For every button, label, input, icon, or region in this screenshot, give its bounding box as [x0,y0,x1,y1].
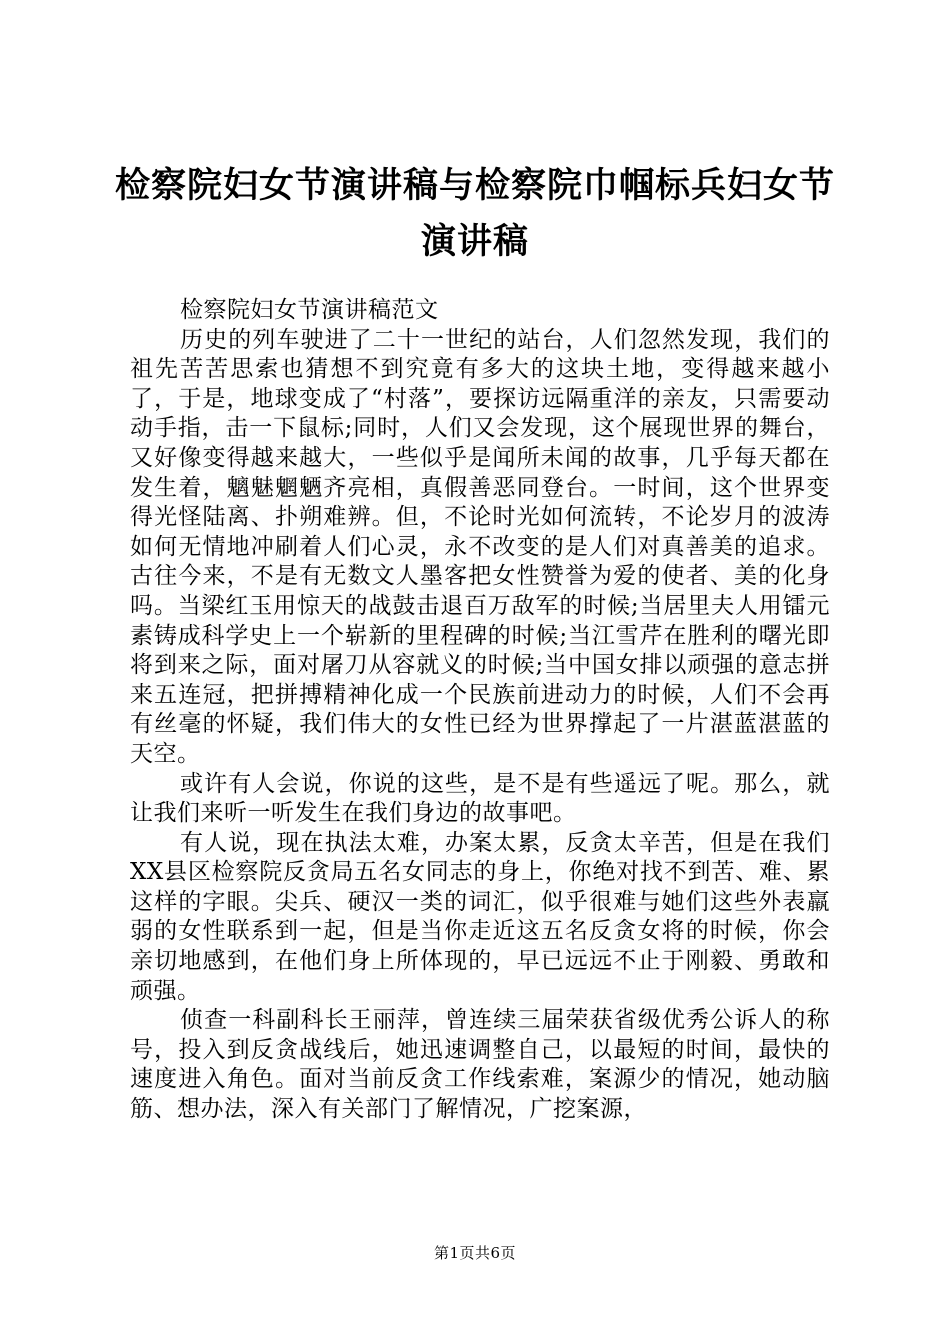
page-total: 共6页 [475,1244,517,1262]
document-title: 检察院妇女节演讲稿与检察院巾帼标兵妇女节演讲稿 [114,165,835,262]
page-number: 第1页 [433,1244,475,1262]
paragraph: 或许有人会说，你说的这些，是不是有些遥远了呢。那么，就让我们来听一听发生在我们身边的故事吧。 [130,770,830,827]
paragraph: 侦查一科副科长王丽萍，曾连续三届荣获省级优秀公诉人的称号，投入到反贪战线后，她迅速调整自己，以最短的时间，最快的速度进入角色。面对当前反贪工作线索难，案源少的情况，她动脑筋、想办法，深入有关部门了解情况，广挖案源， [130,1007,830,1123]
paragraph-subtitle: 检察院妇女节演讲稿范文 [180,297,439,323]
paragraph: 有人说，现在执法太难，办案太累，反贪太辛苦，但是在我们XX县区检察院反贪局五名女同志的身上，你绝对找不到苦、难、累这样的字眼。尖兵、硬汉一类的词汇，似乎很难与她们这些外表羸弱的女性联系到一起，但是当你走近这五名反贪女将的时候，你会亲切地感到，在他们身上所体现的，早已远远不止于刚毅、勇敢和顽强。 [130,829,830,1004]
paragraph: 历史的列车驶进了二十一世纪的站台，人们忽然发现，我们的祖先苦苦思索也猜想不到究竟有多大的这块土地，变得越来越小了，于是，地球变成了“村落”，要探访远隔重洋的亲友，只需要动动手指，击一下鼠标;同时，人们又会发现，这个展现世界的舞台，又好像变得越来越大，一些似乎是闻所未闻的故事，几乎每天都在发生着，魑魅魍魉齐亮相，真假善恶同登台。一时间，这个世界变得光怪陆离、扑朔难辨。但，不论时光如何流转，不论岁月的波涛如何无情地冲刷着人们心灵，永不改变的是人们对真善美的追求。古往今来，不是有无数文人墨客把女性赞誉为爱的使者、美的化身吗。当梁红玉用惊天的战鼓击退百万敌军的时候;当居里夫人用镭元素铸成科学史上一个崭新的里程碑的时候;当江雪芹在胜利的曙光即将到来之际，面对屠刀从容就义的时候;当中国女排以顽强的意志拼来五连冠，把拼搏精神化成一个民族前进动力的时候，人们不会再有丝毫的怀疑，我们伟大的女性已经为世界撑起了一片湛蓝湛蓝的天空。 [130,326,830,767]
page-footer [0,1242,950,1263]
document-body [130,296,830,1125]
